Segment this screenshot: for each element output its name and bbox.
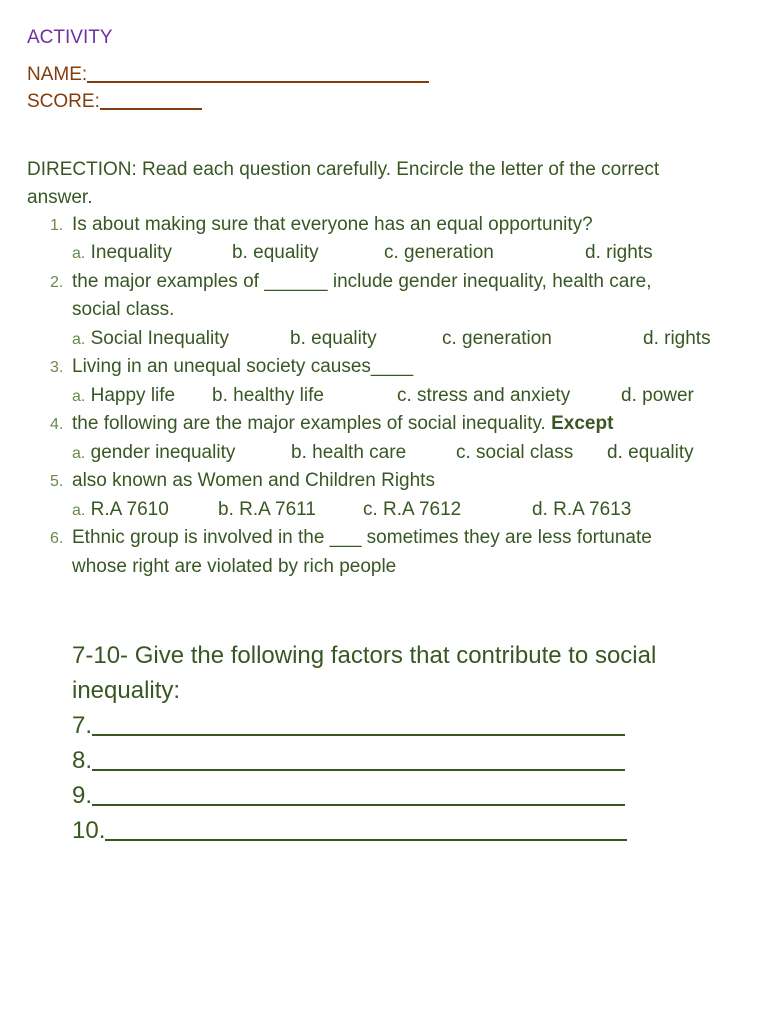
blank-line[interactable] [92,712,625,736]
question-2-continuation: social class. [72,299,175,320]
option-1d[interactable]: d. rights [585,242,653,263]
option-2b[interactable]: b. equality [290,328,377,349]
option-3b[interactable]: b. healthy life [212,385,324,406]
option-4d[interactable]: d. equality [607,442,694,463]
option-3c[interactable]: c. stress and anxiety [397,385,571,406]
answer-blank-7[interactable] [72,712,625,740]
blank-number: 8. [72,747,93,774]
blank-line[interactable] [92,782,625,806]
blank-line[interactable] [105,817,627,841]
option-4c[interactable]: c. social class [456,442,574,463]
name-field[interactable] [27,63,429,86]
question-text: Living in an unequal society causes____ [72,356,414,377]
answer-blank-10[interactable] [72,817,627,845]
question-3 [50,356,413,378]
option-5d[interactable]: d. R.A 7613 [532,499,632,520]
question-4 [50,413,613,435]
question-number: 5. [50,473,64,490]
essay-prompt-line-1: 7-10- Give the following factors that contribute to social [72,642,657,669]
direction-text: DIRECTION: Read each question carefully. Encircle the letter of the correct answer. [27,159,660,208]
score-field[interactable] [27,90,202,113]
score-blank-line[interactable] [100,90,202,110]
question-text: Is about making sure that everyone has an equal opportunity? [72,214,593,235]
name-blank-line[interactable] [87,63,429,83]
essay-prompt-line-2: inequality: [72,677,181,704]
question-number: 4. [50,416,64,433]
question-5 [50,470,435,492]
option-4b[interactable]: b. health care [291,442,407,463]
option-2a[interactable]: a. Social Inequality [72,328,229,349]
question-number: 1. [50,217,64,234]
question-6 [50,527,652,549]
activity-title: ACTIVITY [27,27,113,48]
question-number: 2. [50,274,64,291]
option-1b[interactable]: b. equality [232,242,319,263]
question-number: 3. [50,359,64,376]
option-1a[interactable]: a. Inequality [72,242,172,263]
option-5a[interactable]: a. R.A 7610 [72,499,169,520]
question-text: the following are the major examples of social inequality. [72,413,546,434]
blank-line[interactable] [92,747,625,771]
option-4a[interactable]: a. gender inequality [72,442,236,463]
question-text: the major examples of ______ include gender inequality, health care, [72,271,652,292]
blank-number: 9. [72,782,93,809]
question-number: 6. [50,530,64,547]
name-label: NAME: [27,64,88,85]
blank-number: 10. [72,817,106,844]
option-3a[interactable]: a. Happy life [72,385,176,406]
blank-number: 7. [72,712,93,739]
answer-blank-8[interactable] [72,747,625,775]
question-text: Ethnic group is involved in the ___ sometimes they are less fortunate [72,527,652,548]
option-1c[interactable]: c. generation [384,242,494,263]
option-5b[interactable]: b. R.A 7611 [218,499,316,520]
question-6-continuation: whose right are violated by rich people [72,556,397,577]
option-2d[interactable]: d. rights [643,328,711,349]
question-text: also known as Women and Children Rights [72,470,435,491]
except-emphasis: Except [551,413,614,434]
option-2c[interactable]: c. generation [442,328,552,349]
question-2 [50,271,652,293]
question-1 [50,214,593,236]
answer-blank-9[interactable] [72,782,625,810]
option-3d[interactable]: d. power [621,385,694,406]
score-label: SCORE: [27,91,100,112]
option-5c[interactable]: c. R.A 7612 [363,499,462,520]
